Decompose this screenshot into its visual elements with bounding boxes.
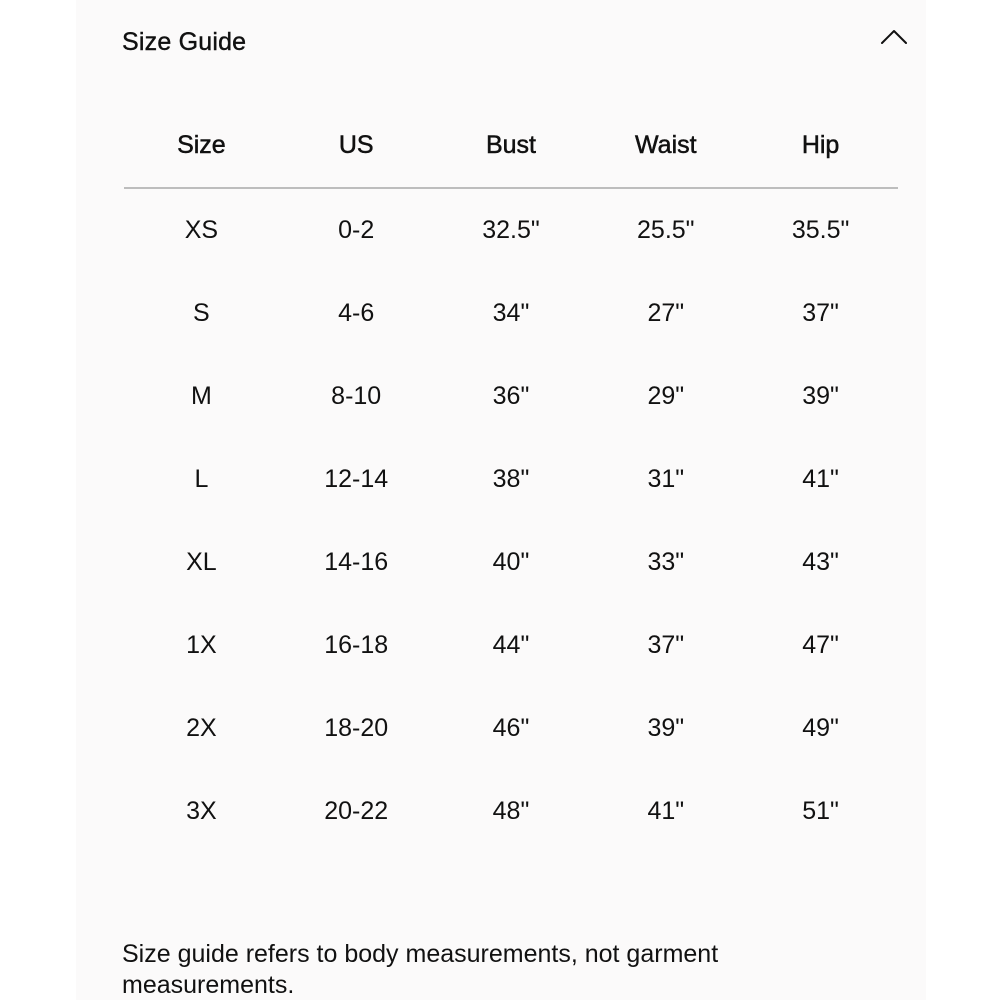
table-row	[124, 521, 898, 604]
cell-us: 18-20	[324, 714, 389, 742]
cell-size: 2X	[186, 714, 217, 742]
cell-waist: 29"	[647, 382, 685, 410]
cell-us: 0-2	[338, 216, 375, 244]
header-hip: Hip	[743, 118, 898, 188]
cell-size: XS	[184, 216, 219, 244]
size-guide-footnote: Size guide refers to body measurements, not garment measurements.	[122, 940, 719, 999]
cell-bust: 40"	[492, 548, 530, 576]
header-us: US	[279, 118, 434, 188]
cell-us: 12-14	[324, 465, 389, 493]
table-row	[124, 687, 898, 770]
size-chart-table	[124, 118, 898, 853]
cell-bust: 46"	[492, 714, 530, 742]
cell-us: 14-16	[324, 548, 389, 576]
cell-hip: 35.5"	[791, 216, 850, 244]
table-row	[124, 604, 898, 687]
cell-size: 3X	[186, 797, 217, 825]
cell-bust: 36"	[492, 382, 530, 410]
cell-waist: 41"	[647, 797, 685, 825]
cell-hip: 37"	[802, 299, 839, 327]
cell-hip: 41"	[802, 465, 839, 493]
table-header-row	[124, 118, 898, 188]
cell-waist: 31"	[647, 465, 685, 493]
table-row	[124, 770, 898, 853]
size-guide-title: Size Guide	[122, 28, 247, 56]
cell-hip: 51"	[802, 797, 839, 825]
cell-waist: 37"	[647, 631, 685, 659]
cell-hip: 43"	[802, 548, 839, 576]
cell-waist: 33"	[647, 548, 685, 576]
cell-us: 8-10	[331, 382, 382, 410]
cell-bust: 44"	[492, 631, 530, 659]
header-bust: Bust	[434, 118, 589, 188]
cell-hip: 49"	[802, 714, 839, 742]
cell-waist: 25.5"	[637, 216, 695, 244]
cell-us: 4-6	[338, 299, 375, 327]
cell-hip: 39"	[802, 382, 839, 410]
cell-size: 1X	[186, 631, 217, 659]
table-row	[124, 355, 898, 438]
size-guide-header[interactable]	[122, 22, 912, 62]
header-waist: Waist	[588, 118, 743, 188]
cell-hip: 47"	[802, 631, 839, 659]
cell-us: 16-18	[324, 631, 389, 659]
collapse-button[interactable]	[876, 22, 912, 52]
table-row	[124, 438, 898, 521]
cell-size: XL	[186, 548, 217, 576]
chevron-up-icon	[876, 22, 912, 52]
cell-size: L	[194, 465, 209, 493]
header-size: Size	[124, 118, 279, 188]
table-row	[124, 272, 898, 355]
cell-bust: 32.5"	[482, 216, 540, 244]
table-row	[124, 188, 898, 272]
cell-bust: 34"	[492, 299, 530, 327]
cell-us: 20-22	[324, 797, 389, 825]
cell-size: S	[193, 299, 210, 327]
cell-waist: 39"	[647, 714, 685, 742]
cell-bust: 38"	[492, 465, 530, 493]
cell-size: M	[190, 382, 212, 410]
cell-waist: 27"	[647, 299, 685, 327]
cell-bust: 48"	[492, 797, 530, 825]
